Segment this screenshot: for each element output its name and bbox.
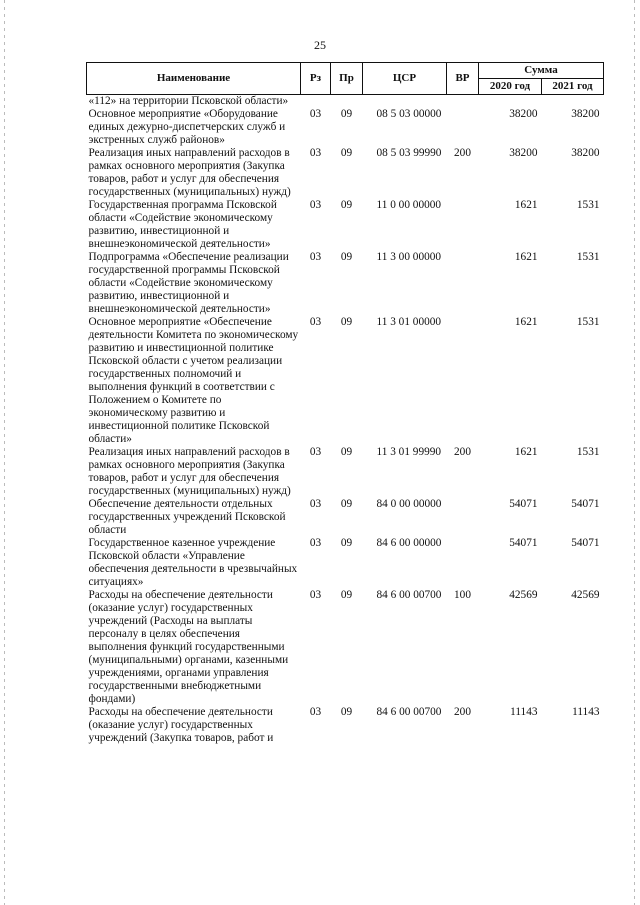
cell-rz: 03 (309, 706, 322, 718)
cell-sum-2021: 54071 (571, 498, 600, 510)
cell-sum-2020: 1621 (514, 446, 538, 458)
header-year-2021: 2021 год (542, 79, 604, 95)
cell-sum-2020: 1621 (514, 316, 538, 328)
cell-sum-2020: 1621 (514, 251, 538, 263)
cell-sum-2021: 38200 (571, 147, 600, 159)
scan-edge-left (4, 0, 5, 905)
cell-name: Реализация иных направлений расходов в рамках основного мероприятия (Закупка товаров, работ и услуг для обеспечения государственных (муниципальных) нужд) (88, 147, 291, 198)
cell-rz: 03 (309, 108, 322, 120)
table-row (87, 498, 604, 537)
table-row (87, 108, 604, 147)
cell-sum-2020: 38200 (509, 147, 538, 159)
cell-vr (447, 316, 479, 446)
cell-csr: 84 6 00 00700 (376, 589, 442, 601)
table-row (87, 199, 604, 251)
page-number: 25 (314, 38, 326, 52)
table-row (87, 95, 604, 109)
table-row (87, 589, 604, 706)
scan-edge-right (634, 0, 635, 905)
cell-sum-2020: 54071 (509, 537, 538, 549)
cell-csr: 11 0 00 00000 (376, 199, 442, 211)
cell-name: Расходы на обеспечение деятельности (оказание услуг) государственных учреждений (Закупка товаров, работ и (88, 706, 274, 744)
cell-vr (447, 537, 479, 589)
cell-pr: 09 (340, 251, 353, 263)
cell-sum-2021: 1531 (576, 446, 600, 458)
cell-sum-2020: 38200 (509, 108, 538, 120)
table-row (87, 316, 604, 446)
cell-rz: 03 (309, 199, 322, 211)
table-body (87, 95, 604, 746)
cell-csr: 08 5 03 99990 (376, 147, 442, 159)
cell-rz: 03 (309, 446, 322, 458)
budget-table (86, 62, 604, 745)
cell-sum-2020 (479, 95, 542, 109)
cell-vr (447, 498, 479, 537)
header-name: Наименование (87, 63, 301, 95)
cell-sum-2020: 54071 (509, 498, 538, 510)
cell-csr: 84 0 00 00000 (376, 498, 442, 510)
cell-name: Расходы на обеспечение деятельности (оказание услуг) государственных учреждений (Расходы на выплаты персоналу в целях обеспечения выполнения функций государственными (муниципальными) органами, казенными учреждениями, органами управления государственными внебюджетными фондами) (88, 589, 289, 705)
cell-sum-2020: 42569 (509, 589, 538, 601)
cell-name: Обеспечение деятельности отдельных государственных учреждений Псковской области (88, 498, 286, 536)
cell-rz: 03 (309, 498, 322, 510)
cell-pr: 09 (340, 537, 353, 549)
header-sum: Сумма (479, 63, 604, 79)
header-vr: ВР (447, 63, 479, 95)
cell-pr: 09 (340, 589, 353, 601)
cell-name: Основное мероприятие «Оборудование единых дежурно-диспетчерских служб и экстренных служб районов» (88, 108, 286, 146)
cell-sum-2021: 1531 (576, 199, 600, 211)
cell-vr: 100 (454, 589, 471, 601)
cell-rz: 03 (309, 251, 322, 263)
cell-name: Основное мероприятие «Обеспечение деятельности Комитета по экономическому развитию и инвестиционной политике Псковской области с учетом реализации государственных полномочий и выполнения функций в соответствии с Положением о Комитете по экономическому развитию и инвестиционной политике Псковской области» (88, 316, 299, 445)
cell-pr: 09 (340, 446, 353, 458)
cell-pr: 09 (340, 706, 353, 718)
cell-csr (363, 95, 447, 109)
cell-rz: 03 (309, 537, 322, 549)
cell-csr: 11 3 01 00000 (376, 316, 442, 328)
table-header (87, 63, 604, 95)
cell-rz (301, 95, 331, 109)
cell-sum-2021: 38200 (571, 108, 600, 120)
header-csr: ЦСР (363, 63, 447, 95)
cell-sum-2021: 1531 (576, 316, 600, 328)
cell-rz: 03 (309, 316, 322, 328)
cell-pr: 09 (340, 147, 353, 159)
cell-sum-2020: 11143 (510, 706, 538, 718)
cell-vr (447, 95, 479, 109)
cell-vr: 200 (454, 446, 471, 458)
cell-vr: 200 (454, 147, 471, 159)
header-year-2020: 2020 год (479, 79, 542, 95)
cell-pr (331, 95, 363, 109)
table-row (87, 251, 604, 316)
header-rz: Рз (301, 63, 331, 95)
table-row (87, 537, 604, 589)
cell-sum-2021: 11143 (572, 706, 600, 718)
cell-sum-2021: 42569 (571, 589, 600, 601)
cell-csr: 11 3 00 00000 (376, 251, 442, 263)
cell-name: Государственное казенное учреждение Псковской области «Управление обеспечения деятельности в чрезвычайных ситуациях» (88, 537, 298, 588)
cell-name: «112» на территории Псковской области» (88, 95, 289, 107)
cell-vr (447, 251, 479, 316)
cell-vr (447, 108, 479, 147)
table-row (87, 147, 604, 199)
cell-rz: 03 (309, 589, 322, 601)
cell-csr: 84 6 00 00000 (376, 537, 442, 549)
cell-name: Подпрограмма «Обеспечение реализации государственной программы Псковской области «Содействие экономическому развитию, инвестиционной и внешнеэкономической деятельности» (88, 251, 289, 315)
cell-sum-2021 (542, 95, 604, 109)
cell-pr: 09 (340, 199, 353, 211)
cell-vr (447, 199, 479, 251)
cell-sum-2020: 1621 (514, 199, 538, 211)
cell-pr: 09 (340, 498, 353, 510)
cell-csr: 84 6 00 00700 (376, 706, 442, 718)
cell-pr: 09 (340, 316, 353, 328)
cell-csr: 08 5 03 00000 (376, 108, 442, 120)
cell-sum-2021: 54071 (571, 537, 600, 549)
cell-pr: 09 (340, 108, 353, 120)
cell-csr: 11 3 01 99990 (376, 446, 442, 458)
cell-vr: 200 (454, 706, 471, 718)
cell-name: Государственная программа Псковской области «Содействие экономическому развитию, инвестиционной и внешнеэкономической деятельности» (88, 199, 277, 250)
table-row (87, 446, 604, 498)
header-pr: Пр (331, 63, 363, 95)
table-row (87, 706, 604, 745)
cell-sum-2021: 1531 (576, 251, 600, 263)
cell-name: Реализация иных направлений расходов в рамках основного мероприятия (Закупка товаров, работ и услуг для обеспечения государственных (муниципальных) нужд) (88, 446, 291, 497)
cell-rz: 03 (309, 147, 322, 159)
